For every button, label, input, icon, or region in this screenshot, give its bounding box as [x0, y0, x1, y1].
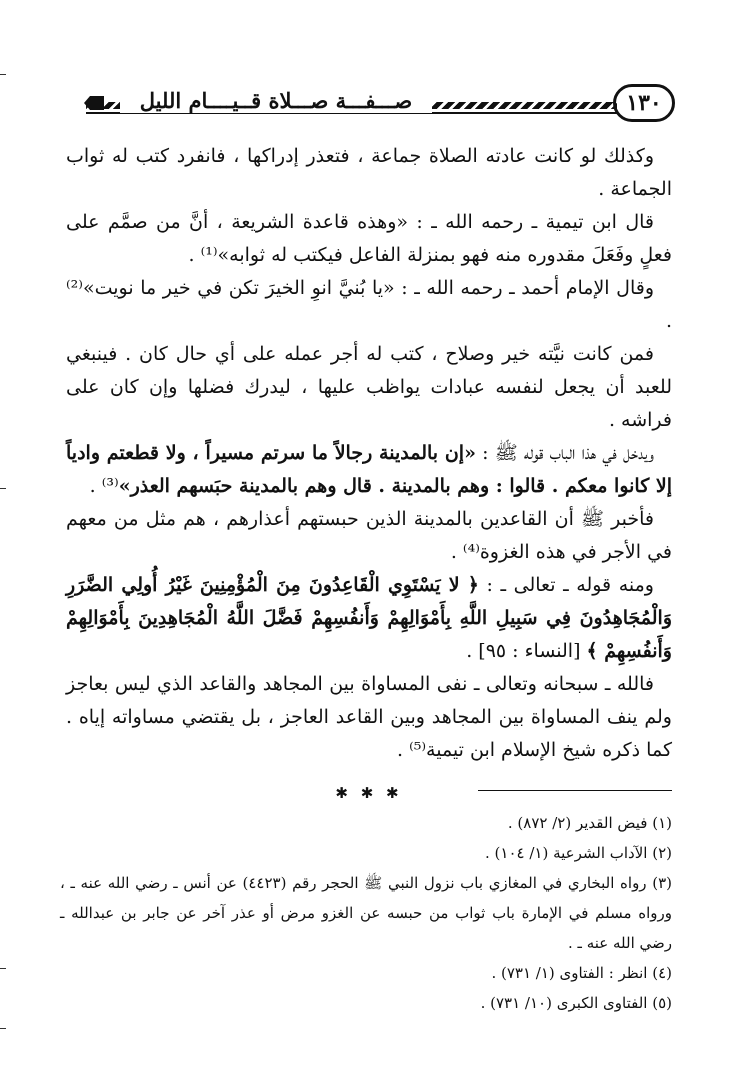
footnotes [60, 808, 672, 1018]
quran-verse: ﴿ لا يَسْتَوِي الْقَاعِدُونَ مِنَ الْمُؤْمِنِينَ غَيْرُ أُولِي الضَّرَرِ وَالْمُجَاهِدُونَ فِي سَبِيلِ اللَّهِ بِأَمْوَالِهِمْ وَأَنفُسِهِمْ فَضَّلَ اللَّهُ الْمُجَاهِدِينَ بِأَمْوَالِهِمْ وَأَنفُسِهِمْ ﴾ [66, 574, 672, 662]
footnote-rule [478, 790, 672, 791]
paragraph: وكذلك لو كانت عادته الصلاة جماعة ، فتعذر إدراكها ، فانفرد كتب له ثواب الجماعة . [66, 145, 672, 200]
paragraph: قال ابن تيمية ـ رحمه الله ـ : «وهذه قاعدة الشريعة ، أنَّ من صمَّم على فعلٍ وفَعَلَ مقدوره منه فهو بمنزلة الفاعل فيكتب له ثوابه»⁽¹⁾ . [66, 211, 672, 266]
section-separator: ✱ ✱ ✱ [335, 784, 403, 802]
main-text [66, 140, 672, 810]
paragraph: وقال الإمام أحمد ـ رحمه الله ـ : «يا بُنيَّ انوِ الخيرَ تكن في خير ما نويت»⁽²⁾ . [66, 277, 672, 332]
scan-edge-mark [0, 1028, 6, 1029]
paragraph-intro: ومنه قوله ـ تعالى ـ : [478, 574, 654, 596]
paragraph [66, 569, 672, 668]
paragraph-intro: ويدخل في هذا الباب قوله ﷺ : [475, 442, 654, 464]
scan-edge-mark [0, 968, 6, 969]
footnote: (٥) الفتاوى الكبرى (١٠/ ٧٣١) . [480, 994, 672, 1012]
paragraph [66, 437, 672, 503]
paragraph: فالله ـ سبحانه وتعالى ـ نفى المساواة بين المجاهد والقاعد الذي ليس بعاجز ولم ينف المساواة بين المجاهد وبين القاعد العاجز ، بل يقتضي مساواته إياه . كما ذكره شيخ الإسلام ابن تيمية⁽⁵⁾ . [66, 673, 672, 761]
paragraph: فمن كانت نيَّته خير وصلاح ، كتب له أجر عمله على أي حال كان . فينبغي للعبد أن يجعل لنفسه عبادات يواظب عليها ، ليدرك فضلها وإن كان على فراشه . [66, 343, 672, 431]
page-number: ١٣٠ [613, 84, 675, 122]
footnote-ref: ⁽³⁾ . [89, 475, 119, 497]
footnote: (٢) الآداب الشرعية (١/ ١٠٤) . [485, 844, 672, 862]
footnote: (١) فيض القدير (٢/ ٨٧٢) . [507, 814, 672, 832]
header-title: صـــفـــة صـــلاة قــيــــام الليل [120, 88, 432, 113]
verse-reference: [النساء : ٩٥] . [466, 640, 587, 662]
scan-edge-mark [0, 74, 6, 75]
running-header [60, 84, 675, 128]
footnote: (٣) رواه البخاري في المغازي باب نزول النبي ﷺ الحجر رقم (٤٤٢٣) عن أنس ـ رضي الله عنه ـ ، ورواه مسلم في الإمارة باب ثواب من حبسه عن الغزو مرض أو عذر آخر عن جابر بن عبدالله ـ رضي الله عنه ـ . [60, 874, 672, 952]
scan-edge-mark [0, 488, 6, 489]
hadith-quote: «إن بالمدينة رجالاً ما سرتم مسيراً ، ولا قطعتم وادياً إلا كانوا معكم . قالوا : وهم بالمدينة . قال وهم بالمدينة حبَسهم العذر» [66, 442, 672, 497]
paragraph: فأخبر ﷺ أن القاعدين بالمدينة الذين حبستهم أعذارهم ، هم مثل من معهم في الأجر في هذه الغزوة⁽⁴⁾ . [66, 508, 672, 563]
footnote: (٤) انظر : الفتاوى (١/ ٧٣١) . [491, 964, 672, 982]
